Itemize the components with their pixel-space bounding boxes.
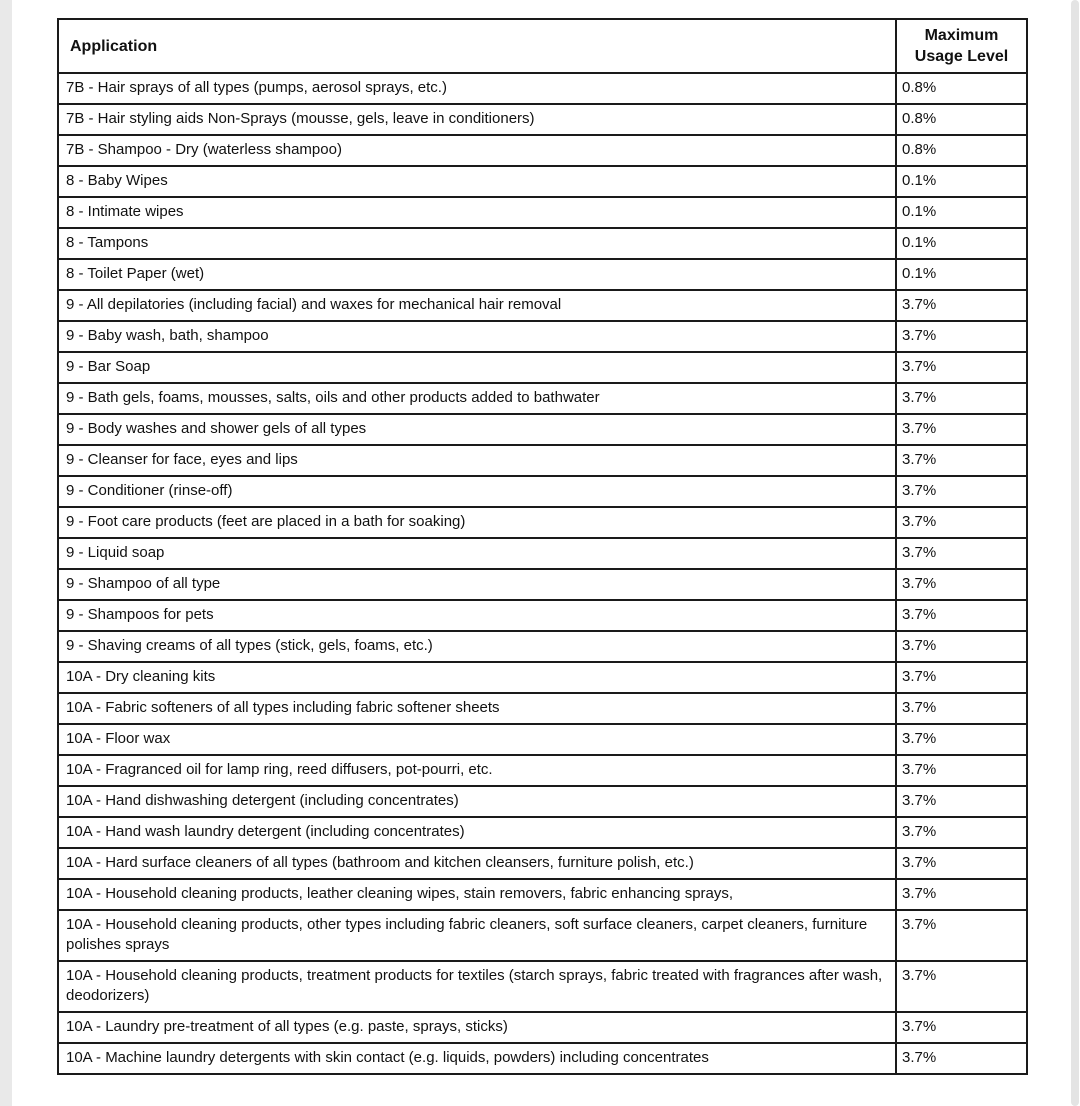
application-cell: 9 - Bar Soap: [58, 352, 896, 383]
max-usage-level-table: [57, 18, 1028, 1075]
max-usage-cell: 3.7%: [896, 786, 1027, 817]
scrollbar-track[interactable]: [1071, 0, 1079, 1106]
max-usage-cell: 3.7%: [896, 961, 1027, 1012]
application-cell: 10A - Household cleaning products, leather cleaning wipes, stain removers, fabric enhancing sprays,: [58, 879, 896, 910]
max-usage-cell: 3.7%: [896, 352, 1027, 383]
table-row: [58, 135, 1027, 166]
max-usage-cell: 3.7%: [896, 848, 1027, 879]
max-usage-cell: 0.1%: [896, 228, 1027, 259]
max-usage-cell: 0.1%: [896, 197, 1027, 228]
table-row: [58, 352, 1027, 383]
table-row: [58, 879, 1027, 910]
table-row: [58, 538, 1027, 569]
table-row: [58, 961, 1027, 1012]
table-row: [58, 104, 1027, 135]
max-usage-cell: 3.7%: [896, 445, 1027, 476]
application-cell: 9 - Liquid soap: [58, 538, 896, 569]
application-cell: 7B - Hair sprays of all types (pumps, aerosol sprays, etc.): [58, 73, 896, 104]
application-cell: 9 - Shaving creams of all types (stick, gels, foams, etc.): [58, 631, 896, 662]
table-row: [58, 755, 1027, 786]
table-row: [58, 848, 1027, 879]
max-usage-cell: 3.7%: [896, 662, 1027, 693]
table-row: [58, 1012, 1027, 1043]
table-row: [58, 259, 1027, 290]
application-cell: 9 - All depilatories (including facial) and waxes for mechanical hair removal: [58, 290, 896, 321]
max-usage-cell: 3.7%: [896, 1012, 1027, 1043]
application-cell: 8 - Baby Wipes: [58, 166, 896, 197]
page-left-margin-strip: [0, 0, 12, 1106]
table-row: [58, 166, 1027, 197]
max-usage-cell: 3.7%: [896, 476, 1027, 507]
application-cell: 10A - Household cleaning products, other types including fabric cleaners, soft surface cleaners, carpet cleaners, furniture polishes sprays: [58, 910, 896, 961]
application-cell: 10A - Dry cleaning kits: [58, 662, 896, 693]
application-cell: 10A - Fragranced oil for lamp ring, reed diffusers, pot-pourri, etc.: [58, 755, 896, 786]
table-row: [58, 693, 1027, 724]
table-row: [58, 910, 1027, 961]
max-usage-column-header: Maximum Usage Level: [896, 19, 1027, 73]
application-cell: 10A - Machine laundry detergents with skin contact (e.g. liquids, powders) including concentrates: [58, 1043, 896, 1074]
max-usage-cell: 0.8%: [896, 73, 1027, 104]
table-row: [58, 786, 1027, 817]
max-usage-cell: 0.1%: [896, 259, 1027, 290]
max-usage-cell: 3.7%: [896, 600, 1027, 631]
max-usage-cell: 3.7%: [896, 910, 1027, 961]
max-usage-cell: 3.7%: [896, 383, 1027, 414]
max-usage-cell: 3.7%: [896, 538, 1027, 569]
table-row: [58, 476, 1027, 507]
application-cell: 10A - Laundry pre-treatment of all types (e.g. paste, sprays, sticks): [58, 1012, 896, 1043]
application-cell: 9 - Body washes and shower gels of all types: [58, 414, 896, 445]
table-row: [58, 290, 1027, 321]
application-cell: 10A - Hard surface cleaners of all types (bathroom and kitchen cleansers, furniture polish, etc.): [58, 848, 896, 879]
max-usage-cell: 3.7%: [896, 693, 1027, 724]
max-usage-cell: 3.7%: [896, 724, 1027, 755]
table-row: [58, 228, 1027, 259]
application-cell: 9 - Baby wash, bath, shampoo: [58, 321, 896, 352]
max-usage-cell: 3.7%: [896, 507, 1027, 538]
max-usage-cell: 3.7%: [896, 755, 1027, 786]
application-cell: 8 - Tampons: [58, 228, 896, 259]
application-cell: 10A - Hand dishwashing detergent (including concentrates): [58, 786, 896, 817]
max-usage-cell: 0.8%: [896, 104, 1027, 135]
application-cell: 9 - Conditioner (rinse-off): [58, 476, 896, 507]
table-row: [58, 73, 1027, 104]
table-body: [58, 73, 1027, 1074]
max-usage-cell: 3.7%: [896, 879, 1027, 910]
table-row: [58, 631, 1027, 662]
application-cell: 9 - Cleanser for face, eyes and lips: [58, 445, 896, 476]
application-cell: 10A - Household cleaning products, treatment products for textiles (starch sprays, fabric treated with fragrances after wash, deodorizers): [58, 961, 896, 1012]
application-column-header: Application: [58, 19, 896, 73]
table-row: [58, 817, 1027, 848]
max-usage-cell: 3.7%: [896, 569, 1027, 600]
application-cell: 9 - Shampoo of all type: [58, 569, 896, 600]
application-cell: 7B - Hair styling aids Non-Sprays (mousse, gels, leave in conditioners): [58, 104, 896, 135]
application-cell: 10A - Floor wax: [58, 724, 896, 755]
max-usage-cell: 3.7%: [896, 631, 1027, 662]
application-cell: 10A - Hand wash laundry detergent (including concentrates): [58, 817, 896, 848]
table-row: [58, 414, 1027, 445]
table-row: [58, 197, 1027, 228]
max-usage-cell: 0.1%: [896, 166, 1027, 197]
table-row: [58, 383, 1027, 414]
max-usage-cell: 3.7%: [896, 321, 1027, 352]
application-cell: 9 - Bath gels, foams, mousses, salts, oils and other products added to bathwater: [58, 383, 896, 414]
max-usage-cell: 3.7%: [896, 817, 1027, 848]
application-cell: 7B - Shampoo - Dry (waterless shampoo): [58, 135, 896, 166]
table-row: [58, 445, 1027, 476]
application-cell: 8 - Toilet Paper (wet): [58, 259, 896, 290]
table-header-row: [58, 19, 1027, 73]
table-row: [58, 724, 1027, 755]
application-cell: 9 - Shampoos for pets: [58, 600, 896, 631]
table-row: [58, 569, 1027, 600]
application-cell: 9 - Foot care products (feet are placed in a bath for soaking): [58, 507, 896, 538]
max-usage-cell: 3.7%: [896, 414, 1027, 445]
table-row: [58, 1043, 1027, 1074]
max-usage-cell: 0.8%: [896, 135, 1027, 166]
max-usage-cell: 3.7%: [896, 290, 1027, 321]
table-row: [58, 507, 1027, 538]
application-cell: 10A - Fabric softeners of all types including fabric softener sheets: [58, 693, 896, 724]
table-row: [58, 321, 1027, 352]
application-cell: 8 - Intimate wipes: [58, 197, 896, 228]
table-row: [58, 662, 1027, 693]
max-usage-cell: 3.7%: [896, 1043, 1027, 1074]
table-row: [58, 600, 1027, 631]
